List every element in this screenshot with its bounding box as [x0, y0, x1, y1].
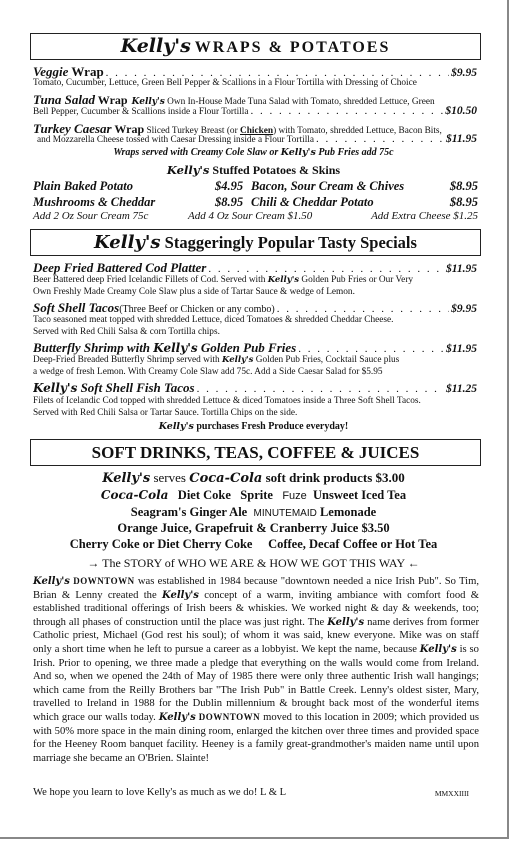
wraps-potatoes-header — [30, 33, 481, 60]
item-price: $11.95 — [446, 134, 477, 145]
tuna-salad-desc: Bell Pepper, Cucumber & Scallions inside a Flour Tortilla . . . $10.50 — [33, 106, 477, 119]
tacos-desc-1: Taco seasoned meat topped with shredded Lettuce, diced Tomatoes & shredded Cheddar Cheese. — [33, 315, 394, 325]
potato-row: Mushrooms & Cheddar $8.95 Chili & Cheddar Potato $8.95 — [33, 195, 478, 209]
specials-header: Kelly's Staggeringly Popular Tasty Specials — [30, 229, 481, 256]
cod-platter-row: Deep Fried Battered Cod Platter . . . $11.95 — [33, 260, 477, 276]
item-price: $11.95 — [446, 263, 477, 275]
shrimp-desc-1: Deep-Fried Breaded Butterfly Shrimp served with Kelly's Golden Pub Fries, Cocktail Sauce plus — [33, 355, 400, 365]
item-price: $11.25 — [446, 383, 477, 395]
cod-desc-1: Beer Battered deep Fried Icelandic Fillets of Cod. Served with Kelly's Golden Pub Fries or Our Very — [33, 275, 414, 285]
fish-desc-1: Filets of Icelandic Cod topped with shredded Lettuce & diced Tomatoes inside a Three Soft Shell Tacos. — [33, 396, 421, 406]
potato-row: Plain Baked Potato $4.95 Bacon, Sour Cream & Chives $8.95 — [33, 179, 478, 193]
turkey-caesar-row: Turkey Caesar Wrap Sliced Turkey Breast (or Chicken) with Tomato, shredded Lettuce, Bacon Bits, — [33, 121, 442, 136]
item-price: $9.95 — [451, 303, 477, 315]
potatoes-table — [33, 179, 478, 224]
year-mark: MMXXIIII — [434, 789, 469, 798]
butterfly-shrimp-row: Butterfly Shrimp with Kelly's Golden Pub Fries . . . $11.95 — [33, 340, 477, 356]
story-paragraph: Kelly's DOWNTOWN was established in 1984 because "downtown needed a nice Irish Pub". So Tim, Brian & Lenny created the Kelly's concept of a warm, inviting ambiance with comfort food & established traditional offerings of Irish beers & whiskies. We worked night & day & weekends, too; through all phases of construction until the place was just right. The Kelly's name derives from former Catholic priest, Michael (God rest his soul); of whom it was said, knew everyone. Mike was on staff only a short time when he left to pursue a career as a lobbyist. We kept the name, because Kelly's is so Irish. Prior to opening, we three made a pledge that everything on the walls would come from Ireland. And so, when we opened the 24th of May of 1985 there were only three authentic Irish wall hangings; which came from the Reilly Brothers bar "The Irish Pub" in Battle Creek. Lenny's oldest sister, Mary, travelled to Ireland in 1988 for the Dublin millennium & brought back most of the wonderful items which grace our walls today. Kelly's DOWNTOWN moved to this location in 2009; which provided us with 50% more space in the main dining room, enlarged the kitchen over three times and provided space for the Heeney Room banquet facility. Heeney is a family great-grandmother's maiden name until upon marriage she became an O'Brien. Slainte! — [33, 576, 480, 764]
item-price: $11.95 — [446, 343, 477, 355]
fish-tacos-row: Kelly's Soft Shell Fish Tacos . . . $11.25 — [33, 380, 477, 396]
item-price: $10.50 — [445, 106, 477, 117]
wraps-served-note: Wraps served with Creamy Cole Slaw or Kelly's Pub Fries add 75c — [113, 147, 394, 158]
ginger-ale-line: Seagram's Ginger Ale MINUTEMAID Lemonade — [130, 505, 377, 519]
potatoes-heading: Kelly's Stuffed Potatoes & Skins — [166, 163, 341, 177]
item-price: $9.95 — [451, 67, 477, 79]
turkey-caesar-desc: and Mozzarella Cheese tossed with Caesar Dressing inside a Flour Tortilla . . . $11.95 — [37, 134, 477, 147]
tuna-salad-row: Tuna Salad Wrap Kelly's Own In-House Made Tuna Salad with Tomato, shredded Lettuce, Green — [33, 92, 435, 107]
fish-desc-2: Served with Red Chili Salsa or Tartar Sauce. Tortilla Chips on the side. — [33, 408, 298, 418]
drinks-header: SOFT DRINKS, TEAS, COFFEE & JUICES — [30, 439, 481, 466]
shrimp-desc-2: a wedge of fresh Lemon. With Creamy Cole Slaw add 75c. Add a Side Caesar Salad for $5.95 — [33, 367, 383, 377]
juice-line: Orange Juice, Grapefruit & Cranberry Juice $3.50 — [117, 521, 390, 535]
addons-row: Add 2 Oz Sour Cream 75c Add 4 Oz Sour Cream $1.50 Add Extra Cheese $1.25 — [33, 210, 478, 222]
item-name: Veggie Wrap — [33, 64, 104, 79]
cherry-coffee-line: Cherry Coke or Diet Cherry Coke Coffee, Decaf Coffee or Hot Tea — [69, 537, 438, 551]
tacos-desc-2: Served with Red Chili Salsa & corn Tortilla chips. — [33, 327, 220, 337]
story-title: → The STORY of WHO WE ARE & HOW WE GOT THIS WAY ← — [87, 556, 420, 570]
coca-cola-line: Kelly's serves Coca-Cola soft drink products $3.00 — [102, 470, 405, 486]
soft-shell-tacos-row: Soft Shell Tacos (Three Beef or Chicken or any combo) . . . $9.95 — [33, 300, 477, 316]
story-closing: We hope you learn to love Kelly's as much as we do! L & L MMXXIIII — [33, 787, 469, 798]
fresh-produce-note: Kelly's purchases Fresh Produce everyday! — [158, 421, 349, 432]
item-description: Tomato, Cucumber, Lettuce, Green Bell Pepper & Scallions in a Flour Tortilla with Dressing of Choice — [33, 78, 417, 88]
header-brand: Kelly's — [120, 35, 191, 57]
soft-drinks-line: Coca-Cola Diet Coke Sprite Fuze Unsweet Iced Tea — [100, 488, 407, 502]
cod-desc-2: Own Freshly Made Creamy Cole Slaw plus a side of Tartar Sauce & wedge of Lemon. — [33, 287, 355, 297]
header-title: WRAPS & POTATOES — [194, 39, 391, 56]
